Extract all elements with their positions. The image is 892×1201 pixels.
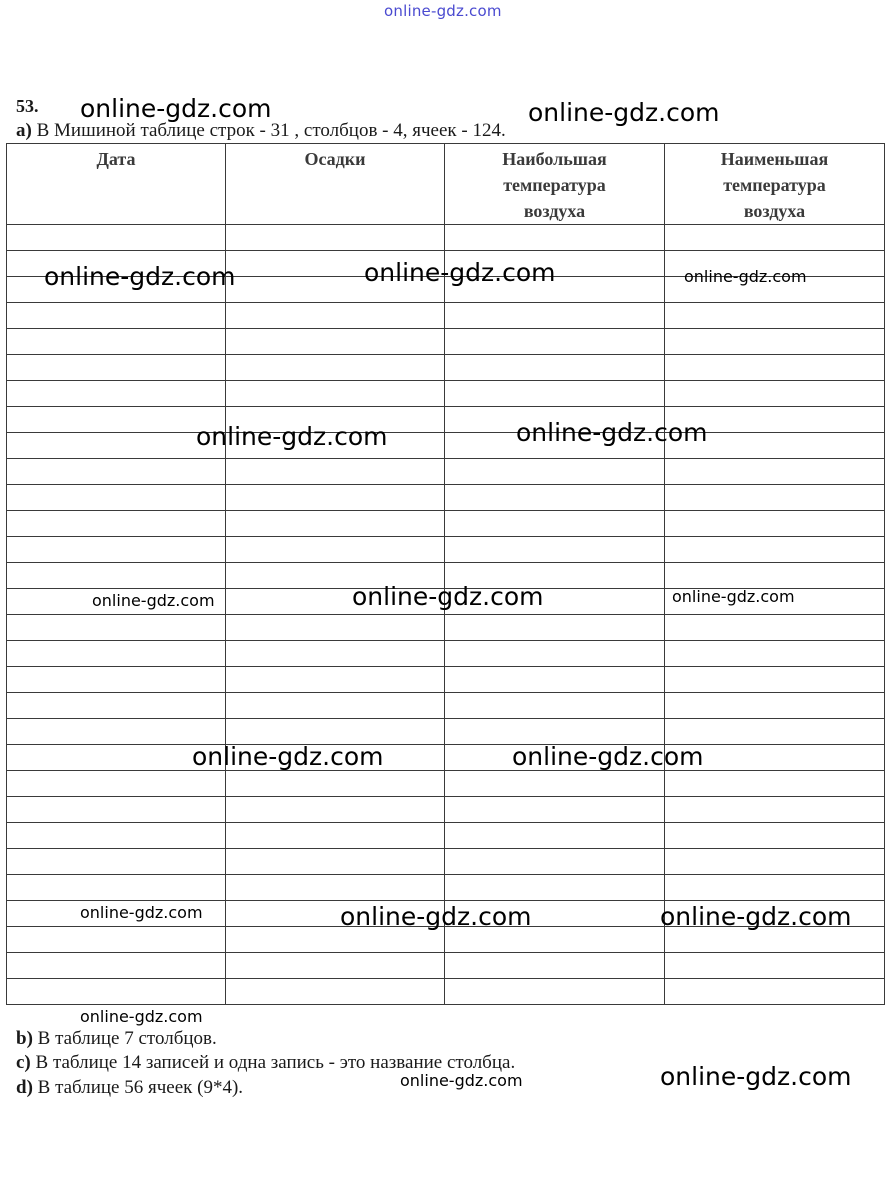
table-row	[7, 719, 885, 745]
watermark: online-gdz.com	[660, 902, 852, 931]
table-cell	[226, 303, 445, 329]
table-cell	[665, 511, 885, 537]
table-cell	[7, 953, 226, 979]
table-cell	[445, 771, 665, 797]
table-cell	[665, 537, 885, 563]
table-cell	[7, 355, 226, 381]
table-row	[7, 381, 885, 407]
table-cell	[445, 459, 665, 485]
table-row	[7, 225, 885, 251]
table-cell	[226, 329, 445, 355]
table-cell	[445, 641, 665, 667]
answer-b	[16, 1028, 217, 1050]
table-cell	[665, 355, 885, 381]
table-cell	[665, 719, 885, 745]
answer-a-label: a)	[16, 120, 32, 141]
table-cell	[7, 381, 226, 407]
table-cell	[445, 849, 665, 875]
table-cell	[665, 667, 885, 693]
table-cell	[7, 303, 226, 329]
header-max-temperature	[445, 144, 665, 225]
table-row	[7, 823, 885, 849]
table-row	[7, 615, 885, 641]
table-cell	[7, 979, 226, 1005]
table-row	[7, 407, 885, 433]
table-cell	[665, 303, 885, 329]
table-row	[7, 433, 885, 459]
table-cell	[445, 511, 665, 537]
answer-d-text: В таблице 56 ячеек (9*4).	[37, 1077, 244, 1098]
answer-a	[16, 120, 506, 142]
table-cell	[7, 225, 226, 251]
watermark: online-gdz.com	[512, 742, 704, 771]
table-row	[7, 355, 885, 381]
table-cell	[7, 563, 226, 589]
table-cell	[665, 797, 885, 823]
watermark: online-gdz.com	[352, 582, 544, 611]
table-row	[7, 953, 885, 979]
answer-b-text: В таблице 7 столбцов.	[37, 1028, 217, 1049]
table-cell	[665, 329, 885, 355]
table-row	[7, 667, 885, 693]
table-cell	[226, 823, 445, 849]
table-header-row	[7, 144, 885, 225]
table-cell	[445, 355, 665, 381]
table-cell	[665, 225, 885, 251]
table-cell	[7, 407, 226, 433]
table-row	[7, 771, 885, 797]
table-cell	[445, 953, 665, 979]
header-precipitation: Осадки	[226, 144, 445, 225]
watermark: online-gdz.com	[672, 587, 795, 606]
table-cell	[7, 849, 226, 875]
table-cell	[7, 485, 226, 511]
table-cell	[445, 381, 665, 407]
watermark: online-gdz.com	[92, 591, 215, 610]
table-cell	[226, 849, 445, 875]
table-cell	[226, 875, 445, 901]
table-cell	[226, 381, 445, 407]
watermark: online-gdz.com	[528, 98, 720, 127]
table-cell	[7, 823, 226, 849]
table-cell	[7, 433, 226, 459]
table-cell	[665, 875, 885, 901]
table-cell	[7, 667, 226, 693]
watermark: online-gdz.com	[364, 258, 556, 287]
table-cell	[226, 485, 445, 511]
table-cell	[665, 381, 885, 407]
table-row	[7, 875, 885, 901]
table-row	[7, 849, 885, 875]
table-row	[7, 979, 885, 1005]
table-cell	[445, 875, 665, 901]
table-cell	[665, 771, 885, 797]
table-cell	[7, 693, 226, 719]
table-cell	[226, 511, 445, 537]
table-cell	[665, 693, 885, 719]
watermark: online-gdz.com	[80, 94, 272, 123]
answer-c-text: В таблице 14 записей и одна запись - это название столбца.	[35, 1052, 516, 1073]
watermark: online-gdz.com	[44, 262, 236, 291]
table-cell	[445, 979, 665, 1005]
table-cell	[445, 797, 665, 823]
table-row	[7, 485, 885, 511]
table-cell	[7, 459, 226, 485]
table-cell	[226, 979, 445, 1005]
table-cell	[7, 719, 226, 745]
table-cell	[226, 641, 445, 667]
table-cell	[226, 797, 445, 823]
table-cell	[7, 615, 226, 641]
watermark: online-gdz.com	[660, 1062, 852, 1091]
table-cell	[445, 225, 665, 251]
table-cell	[7, 641, 226, 667]
table-cell	[665, 459, 885, 485]
watermark: online-gdz.com	[80, 903, 203, 922]
watermark: online-gdz.com	[400, 1071, 523, 1090]
site-link[interactable]: online-gdz.com	[384, 2, 502, 20]
watermark: online-gdz.com	[340, 902, 532, 931]
header-date: Дата	[7, 144, 226, 225]
table-cell	[7, 537, 226, 563]
table-row	[7, 537, 885, 563]
table-cell	[226, 771, 445, 797]
task-number: 53.	[16, 96, 39, 116]
table-cell	[665, 563, 885, 589]
table-cell	[665, 953, 885, 979]
table-cell	[445, 823, 665, 849]
table-cell	[226, 225, 445, 251]
answer-a-text: В Мишиной таблице строк - 31 , столбцов - 4, ячеек - 124.	[36, 120, 506, 141]
table-cell	[7, 875, 226, 901]
table-body	[7, 225, 885, 1005]
table-cell	[226, 355, 445, 381]
table-cell	[445, 537, 665, 563]
answer-d	[16, 1077, 243, 1099]
answer-b-label: b)	[16, 1028, 33, 1049]
table-cell	[665, 849, 885, 875]
table-cell	[445, 485, 665, 511]
header-min-temperature-label: Наименьшая температура воздуха	[720, 149, 829, 221]
watermark: online-gdz.com	[684, 267, 807, 286]
table-cell	[445, 693, 665, 719]
table-row	[7, 459, 885, 485]
table-cell	[226, 615, 445, 641]
table-cell	[226, 719, 445, 745]
table-cell	[7, 927, 226, 953]
table-cell	[7, 329, 226, 355]
table-row	[7, 329, 885, 355]
answer-c-label: c)	[16, 1052, 31, 1073]
table-cell	[665, 485, 885, 511]
table-cell	[665, 823, 885, 849]
table-cell	[7, 511, 226, 537]
table-cell	[226, 459, 445, 485]
table-cell	[226, 537, 445, 563]
table-row	[7, 641, 885, 667]
table-cell	[665, 979, 885, 1005]
table-row	[7, 745, 885, 771]
table-cell	[7, 797, 226, 823]
table-cell	[665, 641, 885, 667]
table-row	[7, 797, 885, 823]
table-row	[7, 303, 885, 329]
watermark: online-gdz.com	[196, 422, 388, 451]
watermark: online-gdz.com	[516, 418, 708, 447]
table-cell	[665, 615, 885, 641]
table-row	[7, 693, 885, 719]
header-max-temperature-label: Наибольшая температура воздуха	[502, 149, 607, 221]
table-cell	[445, 667, 665, 693]
header-min-temperature	[665, 144, 885, 225]
table-cell	[226, 667, 445, 693]
table-cell	[226, 693, 445, 719]
table-cell	[445, 615, 665, 641]
table-cell	[445, 303, 665, 329]
watermark: online-gdz.com	[192, 742, 384, 771]
watermark: online-gdz.com	[80, 1007, 203, 1026]
table-cell	[445, 719, 665, 745]
table-cell	[445, 329, 665, 355]
table-row	[7, 511, 885, 537]
answer-d-label: d)	[16, 1077, 33, 1098]
table-cell	[7, 771, 226, 797]
table-cell	[226, 953, 445, 979]
